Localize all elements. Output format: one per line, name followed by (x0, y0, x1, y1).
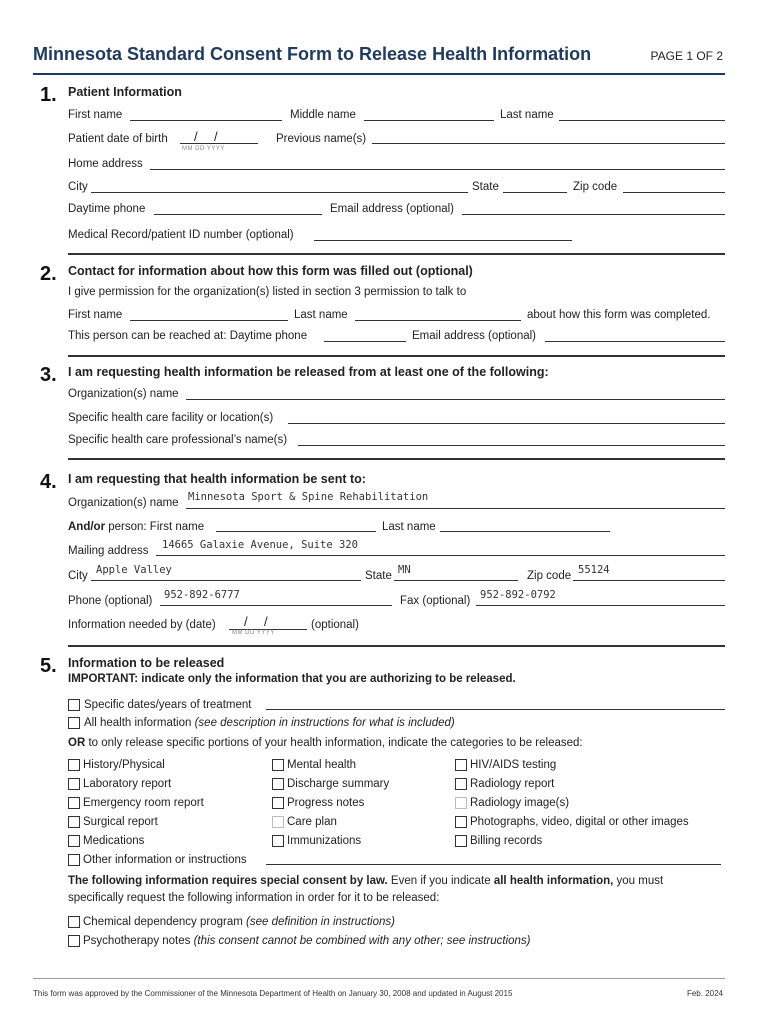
contact-email-field[interactable] (545, 341, 725, 342)
needed-slash-1: / (244, 614, 248, 629)
release-org-field[interactable] (186, 399, 725, 400)
recipient-state-field[interactable] (394, 580, 518, 581)
recipient-fax-value: 952-892-0792 (480, 589, 556, 601)
section-1-heading: Patient Information (68, 85, 182, 99)
dob-slash-1: / (194, 129, 198, 144)
recipient-zip-value: 55124 (578, 564, 610, 576)
all-info-text: All health information (84, 717, 195, 729)
section-2-heading: Contact for information about how this form was filled out (optional) (68, 264, 473, 278)
recipient-city-value: Apple Valley (96, 564, 172, 576)
psychotherapy-notes-note: (this consent cannot be combined with any other; see instructions) (193, 935, 531, 947)
mailing-address-field[interactable] (156, 555, 725, 556)
facility-field[interactable] (288, 423, 725, 424)
daytime-phone-label: Daytime phone (68, 203, 146, 215)
release-org-label: Organization(s) name (68, 388, 179, 400)
daytime-phone-field[interactable] (154, 214, 322, 215)
mailing-address-label: Mailing address (68, 545, 149, 557)
emergency-room-report-checkbox[interactable] (68, 797, 80, 809)
footer-date: Feb. 2024 (686, 989, 723, 998)
city-label: City (68, 181, 88, 193)
contact-email-label: Email address (optional) (412, 330, 537, 342)
medications-checkbox[interactable] (68, 835, 80, 847)
recipient-first-name-field[interactable] (216, 531, 376, 532)
special-consent-bold: The following information requires special consent by law. (68, 875, 388, 887)
state-field[interactable] (503, 192, 567, 193)
other-info-field[interactable] (266, 864, 721, 865)
hiv-aids-testing-checkbox[interactable] (455, 759, 467, 771)
mrn-label: Medical Record/patient ID number (optional) (68, 229, 294, 241)
reached-label: This person can be reached at: Daytime phone (68, 330, 308, 342)
recipient-person-label (68, 521, 204, 533)
recipient-last-name-label: Last name (382, 521, 436, 533)
history-physical-label: History/Physical (83, 759, 165, 771)
radiology-images-checkbox[interactable] (455, 797, 467, 809)
home-address-field[interactable] (150, 169, 725, 170)
surgical-report-label: Surgical report (83, 816, 158, 828)
hiv-aids-testing-label: HIV/AIDS testing (470, 759, 557, 771)
billing-records-label: Billing records (470, 835, 543, 847)
last-name-field[interactable] (559, 120, 725, 121)
last-name-label: Last name (500, 109, 554, 121)
city-field[interactable] (91, 192, 468, 193)
section-5-number: 5. (40, 655, 57, 677)
page-number: PAGE 1 OF 2 (650, 49, 723, 63)
section-4-divider (68, 458, 725, 460)
section-5-heading: Information to be released (68, 656, 225, 670)
photographs-checkbox[interactable] (455, 816, 467, 828)
discharge-summary-checkbox[interactable] (272, 778, 284, 790)
professional-field[interactable] (298, 445, 725, 446)
special-consent-end: you must (613, 875, 664, 887)
recipient-org-field[interactable] (186, 508, 725, 509)
state-label: State (472, 181, 499, 193)
or-text: to only release specific portions of your health information, indicate the categories to be released: (85, 737, 583, 749)
specific-dates-label: Specific dates/years of treatment (84, 699, 252, 711)
facility-label: Specific health care facility or location(s) (68, 412, 274, 424)
email-field[interactable] (462, 214, 725, 215)
specific-dates-checkbox[interactable] (68, 699, 80, 711)
mrn-field[interactable] (314, 240, 572, 241)
contact-first-name-label: First name (68, 309, 123, 321)
first-name-label: First name (68, 109, 123, 121)
needed-optional-text: (optional) (311, 619, 359, 631)
section-1-number: 1. (40, 84, 57, 106)
recipient-state-label: State (365, 570, 392, 582)
dob-field[interactable] (180, 143, 258, 144)
important-note: IMPORTANT: indicate only the information that you are authorizing to be released. (68, 673, 516, 685)
section-3-heading: I am requesting health information be released from at least one of the following: (68, 365, 549, 379)
billing-records-checkbox[interactable] (455, 835, 467, 847)
specific-dates-field[interactable] (266, 709, 725, 710)
person-first-name-text: person: First name (105, 521, 205, 533)
recipient-org-label: Organization(s) name (68, 497, 179, 509)
section-3-divider (68, 355, 725, 357)
recipient-city-label: City (68, 570, 88, 582)
section-5-divider (68, 645, 725, 647)
special-consent-mid: Even if you indicate (387, 875, 494, 887)
immunizations-label: Immunizations (287, 835, 362, 847)
radiology-report-label: Radiology report (470, 778, 555, 790)
special-consent-bold-2: all health information, (493, 875, 614, 887)
progress-notes-label: Progress notes (287, 797, 365, 809)
contact-first-name-field[interactable] (130, 320, 288, 321)
psychotherapy-notes-checkbox[interactable] (68, 935, 80, 947)
photographs-label: Photographs, video, digital or other images (470, 816, 689, 828)
care-plan-label: Care plan (287, 816, 337, 828)
mental-health-label: Mental health (287, 759, 357, 771)
first-name-field[interactable] (130, 120, 282, 121)
special-consent-line-1 (68, 875, 663, 887)
needed-by-label: Information needed by (date) (68, 619, 216, 631)
home-address-label: Home address (68, 158, 143, 170)
needed-slash-2: / (264, 614, 268, 629)
previous-names-field[interactable] (372, 143, 725, 144)
discharge-summary-label: Discharge summary (287, 778, 390, 790)
contact-last-name-field[interactable] (355, 320, 521, 321)
needed-format-hint: MM DD YYYY (232, 630, 275, 636)
other-info-checkbox[interactable] (68, 854, 80, 866)
recipient-phone-field[interactable] (160, 605, 392, 606)
recipient-fax-field[interactable] (476, 605, 725, 606)
all-info-label (84, 717, 455, 729)
professional-label: Specific health care professional’s name(s) (68, 434, 288, 446)
surgical-report-checkbox[interactable] (68, 816, 80, 828)
progress-notes-checkbox[interactable] (272, 797, 284, 809)
recipient-zip-label: Zip code (527, 570, 572, 582)
mailing-address-value: 14665 Galaxie Avenue, Suite 320 (162, 539, 358, 551)
immunizations-checkbox[interactable] (272, 835, 284, 847)
radiology-report-checkbox[interactable] (455, 778, 467, 790)
zip-label: Zip code (573, 181, 618, 193)
middle-name-field[interactable] (364, 120, 494, 121)
all-info-note: (see description in instructions for what is included) (194, 717, 455, 729)
section-2-number: 2. (40, 263, 57, 285)
or-bold-text: OR (68, 737, 86, 749)
section-4-number: 4. (40, 471, 57, 493)
psychotherapy-notes-label (83, 935, 530, 947)
section-2-divider (68, 253, 725, 255)
chemical-dependency-note: (see definition in instructions) (246, 916, 395, 928)
chemical-dependency-label (83, 916, 395, 928)
dob-format-hint: MM DD YYYY (182, 146, 225, 152)
laboratory-report-label: Laboratory report (83, 778, 172, 790)
zip-field[interactable] (623, 192, 725, 193)
other-info-label: Other information or instructions (83, 854, 247, 866)
dob-slash-2: / (214, 129, 218, 144)
recipient-city-field[interactable] (91, 580, 361, 581)
contact-phone-field[interactable] (324, 341, 406, 342)
middle-name-label: Middle name (290, 109, 356, 121)
chemical-dependency-checkbox[interactable] (68, 916, 80, 928)
care-plan-checkbox[interactable] (272, 816, 284, 828)
contact-last-name-label: Last name (294, 309, 348, 321)
recipient-phone-value: 952-892-6777 (164, 589, 240, 601)
laboratory-report-checkbox[interactable] (68, 778, 80, 790)
emergency-room-report-label: Emergency room report (83, 797, 204, 809)
approval-footer: This form was approved by the Commissioner of the Minnesota Department of Health on January 30, 2008 and updated in August 2015 (33, 989, 513, 998)
psychotherapy-notes-text: Psychotherapy notes (83, 935, 194, 947)
completed-text: about how this form was completed. (527, 309, 711, 321)
recipient-phone-label: Phone (optional) (68, 595, 153, 607)
history-physical-checkbox[interactable] (68, 759, 80, 771)
previous-names-label: Previous name(s) (276, 133, 367, 145)
medications-label: Medications (83, 835, 145, 847)
form-title: Minnesota Standard Consent Form to Release Health Information (33, 44, 592, 64)
radiology-images-label: Radiology image(s) (470, 797, 570, 809)
permission-text: I give permission for the organization(s) listed in section 3 permission to talk to (68, 286, 467, 298)
or-instruction (68, 737, 583, 749)
section-4-heading: I am requesting that health information be sent to: (68, 472, 366, 486)
andor-text: And/or (68, 521, 106, 533)
email-label: Email address (optional) (330, 203, 455, 215)
recipient-state-value: MN (398, 564, 411, 576)
footer-divider (33, 978, 725, 979)
chemical-dependency-text: Chemical dependency program (83, 916, 247, 928)
special-consent-line-2: specifically request the following information in order for it to be released: (68, 892, 440, 904)
dob-label: Patient date of birth (68, 133, 168, 145)
section-3-number: 3. (40, 364, 57, 386)
recipient-zip-field[interactable] (573, 580, 725, 581)
header-divider (33, 73, 725, 75)
mental-health-checkbox[interactable] (272, 759, 284, 771)
recipient-fax-label: Fax (optional) (400, 595, 471, 607)
recipient-last-name-field[interactable] (440, 531, 610, 532)
all-info-checkbox[interactable] (68, 717, 80, 729)
recipient-org-value: Minnesota Sport & Spine Rehabilitation (188, 491, 429, 503)
